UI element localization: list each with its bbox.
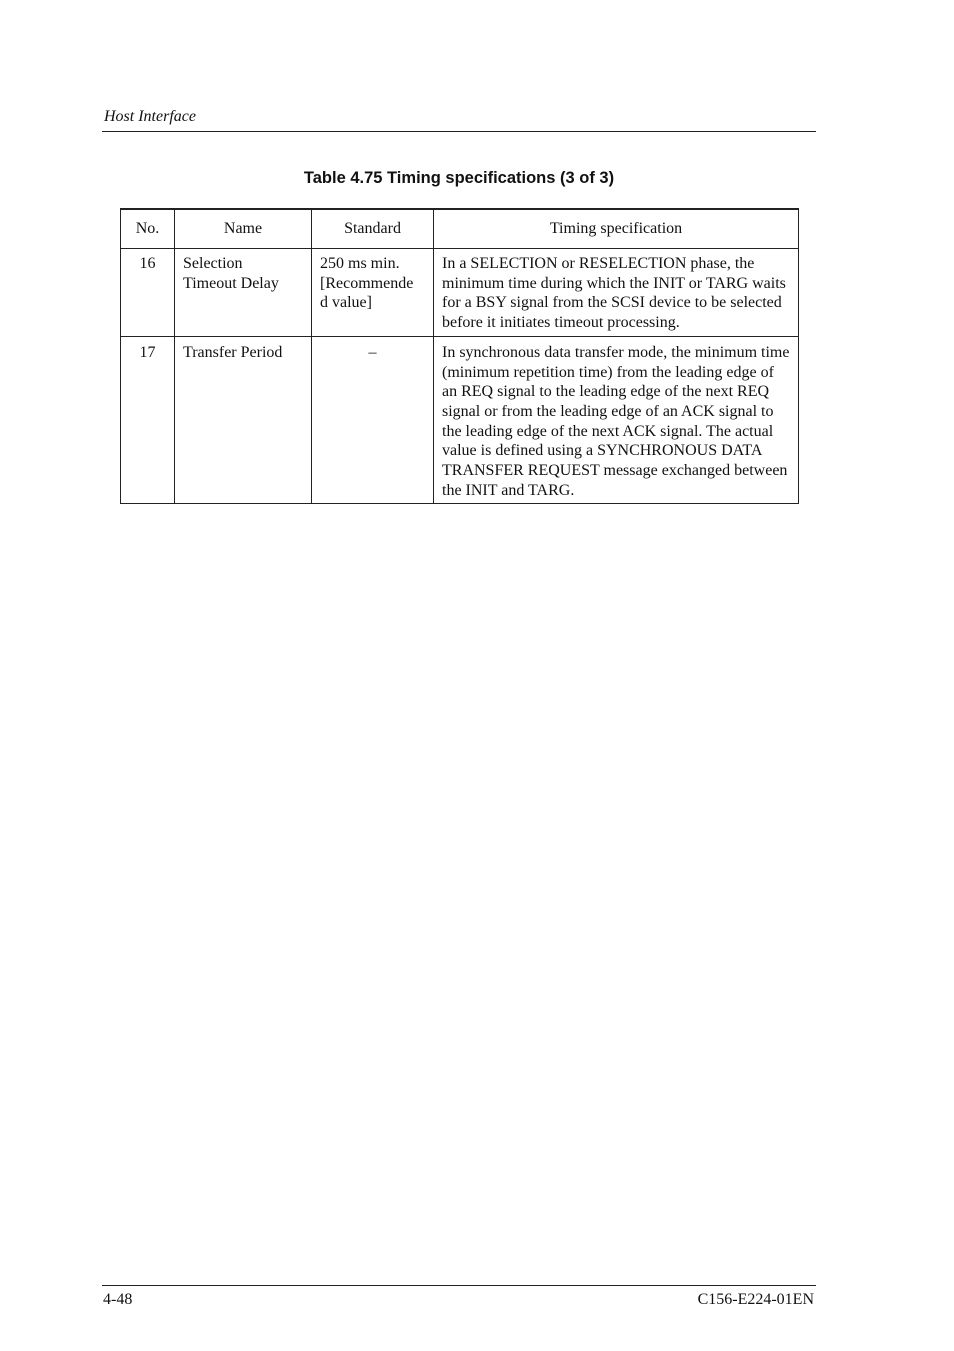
table-header-row [121,209,799,249]
header-rule [102,131,816,132]
column-header-timing-specification: Timing specification [434,209,799,249]
running-header: Host Interface [104,108,196,125]
column-header-no: No. [121,209,175,249]
row-timing-specification: In synchronous data transfer mode, the minimum time (minimum repetition time) from the leading edge of an REQ signal to the leading edge of the next REQ signal or from the leading edge of an ACK signal to the leading edge of the next ACK signal. The actual value is defined using a SYNCHRONOUS DATA TRANSFER REQUEST message exchanged between the INIT and TARG. [434,336,799,504]
page-number: 4-48 [103,1291,133,1308]
document-code: C156-E224-01EN [697,1291,814,1308]
column-header-standard: Standard [312,209,434,249]
table-caption: Table 4.75 Timing specifications (3 of 3) [303,169,615,187]
row-name: Selection Timeout Delay [175,249,312,337]
table-row [121,336,799,504]
column-header-name: Name [175,209,312,249]
row-name: Transfer Period [175,336,312,504]
row-number: 17 [121,336,175,504]
footer-rule [102,1285,816,1286]
row-number: 16 [121,249,175,337]
row-standard: 250 ms min. [Recommende d value] [312,249,434,337]
row-standard: – [312,336,434,504]
timing-spec-table [120,208,799,504]
row-timing-specification: In a SELECTION or RESELECTION phase, the minimum time during which the INIT or TARG waits for a BSY signal from the SCSI device to be selected before it initiates timeout processing. [434,249,799,337]
table-row [121,249,799,337]
